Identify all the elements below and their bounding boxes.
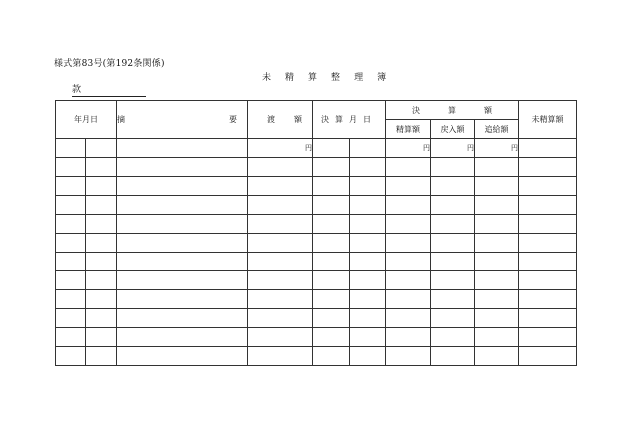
- table-row: [56, 139, 577, 158]
- header-transfer-amount: [248, 101, 313, 139]
- table-cell: [56, 139, 86, 158]
- header-summary: [117, 101, 248, 139]
- form-number: 様式第83号(第192条関係): [54, 59, 165, 69]
- table-cell: [117, 139, 248, 158]
- title-char: 簿: [377, 73, 387, 83]
- document-title: [262, 70, 400, 83]
- header-unsettled-amount: 未精算額: [519, 101, 577, 139]
- table-row: [56, 214, 577, 233]
- yen-mark: 円: [475, 139, 519, 158]
- table-cell: [313, 139, 350, 158]
- title-char: 未: [262, 73, 272, 83]
- header-additional-amount: 追給額: [475, 120, 519, 139]
- table-row: [56, 233, 577, 252]
- table-row: [56, 195, 577, 214]
- table-cell: [86, 139, 117, 158]
- header-refund-amount: 戻入額: [431, 120, 475, 139]
- yen-mark: 円: [386, 139, 431, 158]
- kan-field: [72, 85, 146, 97]
- table-row: [56, 271, 577, 290]
- title-char: 整: [331, 73, 341, 83]
- header-settle-char: 決: [412, 105, 420, 115]
- header-settle-amount: 精算額: [386, 120, 431, 139]
- table-cell: [350, 139, 386, 158]
- table-row: [56, 328, 577, 347]
- header-summary-left: 摘: [117, 115, 125, 124]
- title-char: 算: [308, 73, 318, 83]
- yen-mark: 円: [248, 139, 313, 158]
- header-transfer-right: 額: [294, 115, 302, 124]
- table-cell: [519, 139, 577, 158]
- table-row: [56, 176, 577, 195]
- header-settlement-date: 決算月日: [313, 101, 386, 139]
- header-transfer-left: 渡: [267, 115, 275, 124]
- table-row: [56, 347, 577, 366]
- table-row: [56, 290, 577, 309]
- title-char: 精: [285, 73, 295, 83]
- table-row: [56, 252, 577, 271]
- header-settle-char: 算: [448, 105, 456, 115]
- table-row: [56, 158, 577, 177]
- header-summary-right: 要: [229, 115, 237, 124]
- title-char: 理: [354, 73, 364, 83]
- kan-label: 款: [72, 85, 82, 95]
- ledger-table: [55, 100, 577, 366]
- yen-mark: 円: [431, 139, 475, 158]
- table-row: [56, 309, 577, 328]
- header-settlement-amount: [386, 101, 519, 120]
- header-settle-char: 額: [484, 105, 492, 115]
- header-date: 年月日: [56, 101, 117, 139]
